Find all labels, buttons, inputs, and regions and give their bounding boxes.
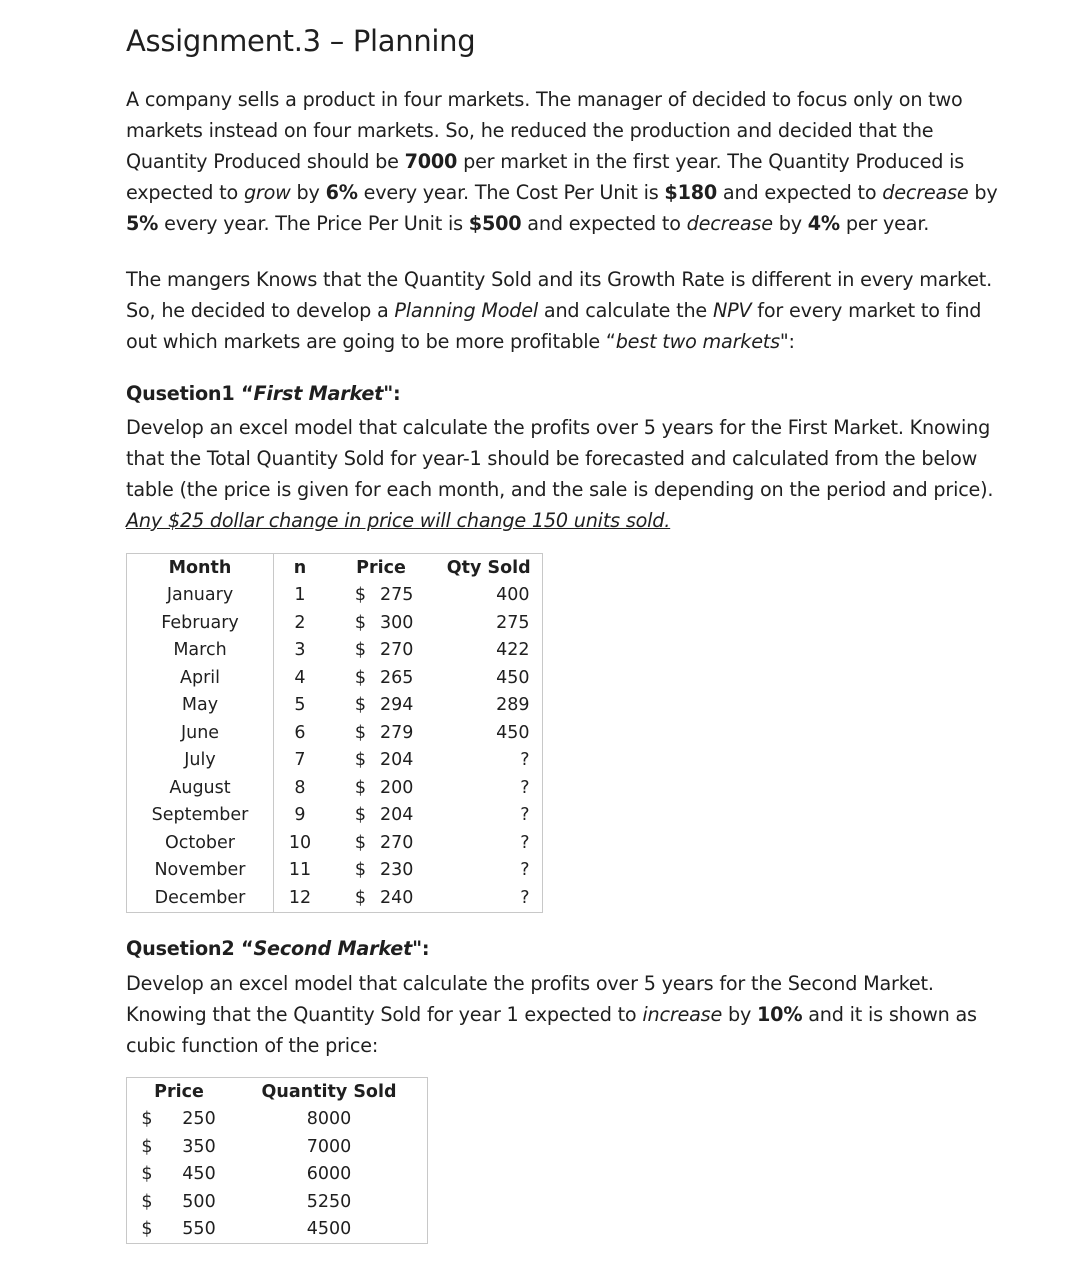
currency-cell: $ <box>141 1219 153 1240</box>
price-cell: 294 <box>380 695 414 716</box>
table-row <box>127 802 543 830</box>
qty-sold-cell: 450 <box>496 722 530 743</box>
table-row <box>127 664 543 692</box>
text-run: by <box>772 212 808 235</box>
quantity-sold-cell: 8000 <box>306 1109 352 1130</box>
table-row <box>127 1216 428 1244</box>
quantity-sold-cell: 7000 <box>306 1136 352 1157</box>
price-cell: 275 <box>380 585 414 606</box>
header-quantity-sold: Quantity Sold <box>261 1081 397 1102</box>
text-run: and expected to <box>521 212 687 235</box>
month-cell: March <box>127 637 274 665</box>
qty-sold-cell: ? <box>520 750 530 771</box>
currency-cell: $ <box>354 667 366 688</box>
text-run: decrease <box>686 212 773 235</box>
price-cell: 270 <box>380 832 414 853</box>
table-row <box>127 1133 428 1161</box>
text-run: 4% <box>807 212 840 235</box>
qty-sold-cell: ? <box>520 805 530 826</box>
price-cell: 204 <box>380 750 414 771</box>
text-run: for every market to find out which markets are going to be more profitable “ <box>126 299 982 353</box>
currency-cell: $ <box>141 1164 153 1185</box>
qty-sold-cell: 400 <box>496 585 530 606</box>
price-cell: 200 <box>380 777 414 798</box>
n-cell: 11 <box>288 860 312 881</box>
text-run: ": <box>779 330 795 353</box>
quantity-sold-cell: 4500 <box>306 1219 352 1240</box>
n-cell: 6 <box>294 722 306 743</box>
text-run: 5% <box>126 212 159 235</box>
text-run: and it is shown as cubic function of the price: <box>126 1003 977 1057</box>
currency-cell: $ <box>354 722 366 743</box>
month-cell: January <box>127 582 274 610</box>
question-1-heading-suffix: ": <box>383 382 401 405</box>
currency-cell: $ <box>141 1136 153 1157</box>
text-run: grow <box>243 181 291 204</box>
price-cell: 240 <box>380 887 414 908</box>
text-run: NPV <box>712 299 752 322</box>
price-cell: 279 <box>380 722 414 743</box>
n-cell: 2 <box>294 612 306 633</box>
n-cell: 10 <box>288 832 312 853</box>
qty-sold-cell: ? <box>520 860 530 881</box>
month-cell: December <box>127 884 274 912</box>
table-row <box>127 857 543 885</box>
qty-sold-cell: 450 <box>496 667 530 688</box>
table-row <box>127 637 543 665</box>
currency-cell: $ <box>354 805 366 826</box>
intro-paragraph-1 <box>126 84 1006 239</box>
table-row <box>127 1106 428 1134</box>
quantity-sold-cell: 5250 <box>306 1191 352 1212</box>
price-cell: 300 <box>380 612 414 633</box>
month-cell: September <box>127 802 274 830</box>
text-run: $500 <box>468 212 522 235</box>
table-row <box>127 829 543 857</box>
question-1-underlined-note: Any $25 dollar change in price will change 150 units sold. <box>126 509 671 532</box>
month-cell: August <box>127 774 274 802</box>
question-2-heading-suffix: ": <box>412 937 430 960</box>
n-cell: 4 <box>294 667 306 688</box>
text-run: The mangers Knows that the Quantity Sold and its Growth Rate is different in every market. So, he decided to develop a <box>126 268 993 322</box>
header-n: n <box>293 557 307 578</box>
question-2-heading-prefix: Qusetion2 “ <box>126 937 254 960</box>
qty-sold-cell: ? <box>520 832 530 853</box>
table-row <box>127 609 543 637</box>
n-cell: 1 <box>294 585 306 606</box>
text-run: 10% <box>757 1003 803 1026</box>
text-run: and calculate the <box>537 299 713 322</box>
qty-sold-cell: 275 <box>496 612 530 633</box>
text-run: A company sells a product in four markets. The manager of decided to focus only on two markets instead on four markets. So, he reduced the production and decided that the Quantity Produced should be <box>126 88 963 173</box>
question-1-text <box>126 412 1006 536</box>
currency-cell: $ <box>354 832 366 853</box>
price-cell: 230 <box>380 860 414 881</box>
monthly-sales-table <box>126 553 543 913</box>
question-1-body: Develop an excel model that calculate the profits over 5 years for the First Market. Knowing that the Total Quantity Sold for year-1 should be forecasted and calculated from the below table (the price is given for each month, and the sale is depending on the period and price). <box>126 416 994 501</box>
question-2-text <box>126 968 1006 1061</box>
currency-cell: $ <box>354 860 366 881</box>
text-run: 7000 <box>404 150 458 173</box>
text-run: by <box>290 181 326 204</box>
text-run: 6% <box>325 181 358 204</box>
text-run: Develop an excel model that calculate the profits over 5 years for the Second Market. Knowing that the Quantity Sold for year 1 expected to <box>126 972 934 1026</box>
text-run: by <box>968 181 998 204</box>
question-1-heading-italic: First Market <box>253 382 384 405</box>
month-cell: May <box>127 692 274 720</box>
table-row <box>127 1188 428 1216</box>
n-cell: 3 <box>294 640 306 661</box>
price-cell: 450 <box>182 1164 216 1185</box>
page-title: Assignment.3 – Planning <box>126 24 476 58</box>
qty-sold-cell: ? <box>520 777 530 798</box>
table-header-row <box>127 1078 428 1106</box>
n-cell: 5 <box>294 695 306 716</box>
currency-cell: $ <box>354 695 366 716</box>
currency-cell: $ <box>141 1191 153 1212</box>
table-row <box>127 582 543 610</box>
text-run: every year. The Price Per Unit is <box>158 212 469 235</box>
month-cell: April <box>127 664 274 692</box>
question-2-heading <box>126 937 429 960</box>
table-row <box>127 692 543 720</box>
text-run: by <box>722 1003 758 1026</box>
text-run: increase <box>642 1003 723 1026</box>
qty-sold-cell: ? <box>520 887 530 908</box>
month-cell: June <box>127 719 274 747</box>
price-cell: 204 <box>380 805 414 826</box>
text-run: per market in the first year. The Quantity Produced is expected to <box>126 150 965 204</box>
quantity-sold-cell: 6000 <box>306 1164 352 1185</box>
question-1-heading-prefix: Qusetion1 “ <box>126 382 254 405</box>
monthly-sales-body <box>127 582 543 913</box>
price-cell: 350 <box>182 1136 216 1157</box>
currency-cell: $ <box>141 1109 153 1130</box>
question-2-heading-italic: Second Market <box>253 937 413 960</box>
table-header-row <box>127 554 543 582</box>
currency-cell: $ <box>354 640 366 661</box>
question-1-heading <box>126 382 401 405</box>
price-cell: 250 <box>182 1109 216 1130</box>
header-price: Price <box>154 1081 204 1102</box>
n-cell: 12 <box>288 887 312 908</box>
currency-cell: $ <box>354 750 366 771</box>
table-row <box>127 1161 428 1189</box>
table-row <box>127 747 543 775</box>
month-cell: July <box>127 747 274 775</box>
currency-cell: $ <box>354 612 366 633</box>
text-run: and expected to <box>717 181 883 204</box>
month-cell: November <box>127 857 274 885</box>
n-cell: 9 <box>294 805 306 826</box>
table-row <box>127 719 543 747</box>
text-run: decrease <box>882 181 969 204</box>
qty-sold-cell: 289 <box>496 695 530 716</box>
currency-cell: $ <box>354 585 366 606</box>
text-run: $180 <box>664 181 718 204</box>
price-cell: 270 <box>380 640 414 661</box>
month-cell: February <box>127 609 274 637</box>
price-cell: 500 <box>182 1191 216 1212</box>
intro-paragraph-2 <box>126 264 1006 357</box>
n-cell: 8 <box>294 777 306 798</box>
currency-cell: $ <box>354 887 366 908</box>
price-cell: 550 <box>182 1219 216 1240</box>
table-row <box>127 884 543 912</box>
text-run: every year. The Cost Per Unit is <box>357 181 665 204</box>
header-qty-sold: Qty Sold <box>446 557 531 578</box>
price-quantity-table <box>126 1077 428 1244</box>
text-run: per year. <box>839 212 930 235</box>
qty-sold-cell: 422 <box>496 640 530 661</box>
currency-cell: $ <box>354 777 366 798</box>
text-run: best two markets <box>615 330 780 353</box>
table-row <box>127 774 543 802</box>
text-run: Planning Model <box>394 299 538 322</box>
month-cell: October <box>127 829 274 857</box>
price-quantity-body <box>127 1106 428 1244</box>
header-month: Month <box>127 554 274 582</box>
n-cell: 7 <box>294 750 306 771</box>
price-cell: 265 <box>380 667 414 688</box>
header-price: Price <box>356 557 406 578</box>
